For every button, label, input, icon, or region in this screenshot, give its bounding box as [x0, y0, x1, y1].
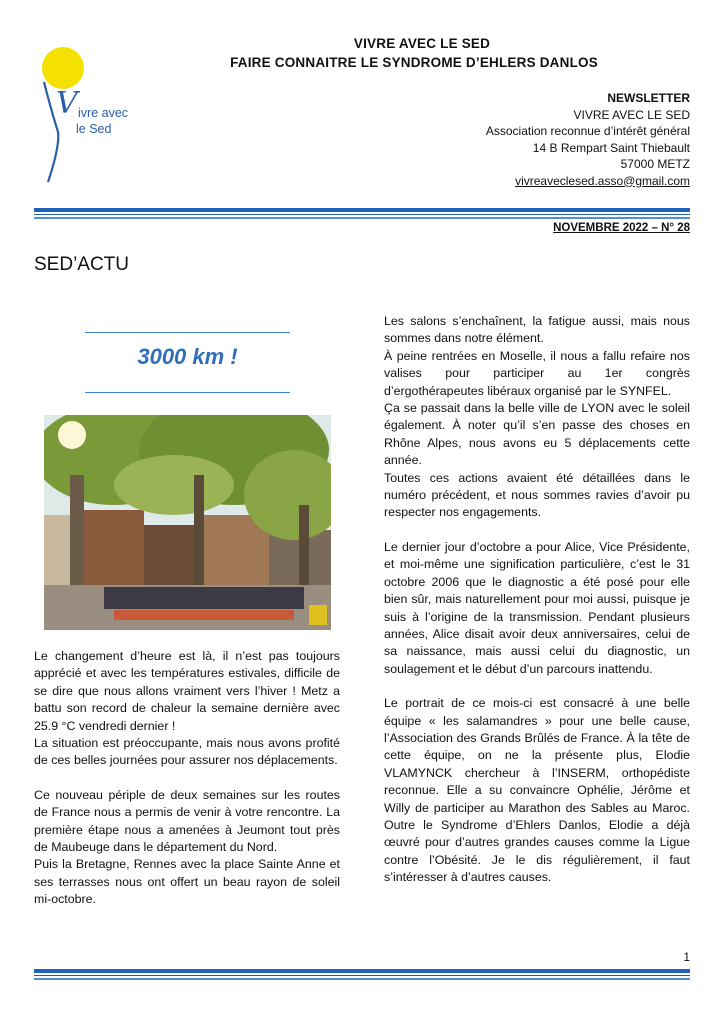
newsletter-label: NEWSLETTER	[607, 91, 690, 105]
heading-rule-top	[85, 332, 290, 333]
square-terrace-image	[44, 415, 331, 630]
logo-letter: V	[56, 86, 78, 121]
paragraph: À peine rentrées en Moselle, il nous a fallu refaire nos valises pour participer au 1er congrès d’ergothérapeutes libéraux organisé par le SYNFEL.	[384, 348, 690, 398]
section-title: SED’ACTU	[34, 254, 130, 275]
right-column	[384, 313, 690, 887]
footer-rule	[34, 969, 690, 980]
header-rule	[34, 208, 690, 219]
email-link[interactable]: vivreaveclesed.asso@gmail.com	[515, 173, 690, 188]
logo-text-line2: le Sed	[76, 122, 112, 136]
logo-text-line1: ivre avec	[78, 106, 129, 120]
article-heading: 3000 km !	[137, 344, 238, 369]
paragraph: Le portrait de ce mois-ci est consacré à une belle équipe « les salamandres » pour une belle cause, l’Association des Grands Brûlés de France. À la tête de cette équipe, on ne la présente plus, Elodie VLAMYNCK chercheur à l’INSERM, orthopédiste reconnue. Elle a su convaincre Ophélie, Jérôme et Willy de participer au Marathon des Sables au Maroc. Outre le Syndrome d’Ehlers Danlos, Elodie a déjà œuvré pour d’autres grandes causes comme la Ligue contre l’Obésité. Je le dis régulièrement, il faut s’intéresser à d’autres causes.	[384, 696, 690, 885]
paragraph: Le changement d’heure est là, il n’est pas toujours apprécié et avec les températures estivales, difficile de se dire que nous allons vraiment vers l’hiver ! Metz a battu son record de chaleur la semaine dernière avec 25.9 °C vendredi dernier !	[34, 649, 340, 733]
paragraph: La situation est préoccupante, mais nous avons profité de ces belles journées pour assurer nos déplacements.	[34, 736, 340, 768]
heading-rule-bottom	[85, 392, 290, 393]
street-address: 14 B Rempart Saint Thiebault	[532, 140, 690, 155]
issue-label: NOVEMBRE 2022 – N° 28	[553, 222, 690, 234]
org-status: Association reconnue d’intérêt général	[485, 124, 690, 138]
paragraph: Puis la Bretagne, Rennes avec la place Sainte Anne et ses terrasses nous ont offert un beau rayon de soleil mi-octobre.	[34, 857, 340, 907]
left-column	[34, 648, 340, 909]
paragraph: Ce nouveau périple de deux semaines sur les routes de France nous a permis de venir à votre rencontre. La première étape nous a amenées à Jeumont tout près de Maubeuge dans le département du Nord.	[34, 787, 340, 855]
paragraph: Toutes ces actions avaient été détaillées dans le numéro précédent, et nous sommes ravies d’avoir pu respecter nos engagements.	[384, 470, 690, 520]
city: 57000 METZ	[620, 157, 690, 171]
newsletter-title: VIVRE AVEC LE SED	[353, 36, 491, 51]
address-block	[360, 90, 690, 189]
paragraph: Ça se passait dans la belle ville de LYON avec le soleil également. À noter qu’il s’en passe des choses en Rhône Alpes, nous avons eu 5 déplacements cette année.	[384, 401, 690, 468]
article-photo	[44, 415, 331, 630]
org-name: VIVRE AVEC LE SED	[573, 107, 690, 122]
page-number: 1	[683, 950, 690, 964]
newsletter-subtitle: FAIRE CONNAITRE LE SYNDROME D’EHLERS DANLOS	[230, 55, 598, 70]
paragraph: Les salons s’enchaînent, la fatigue aussi, mais nous sommes dans notre élément.	[384, 314, 690, 346]
paragraph: Le dernier jour d’octobre a pour Alice, Vice Présidente, et moi-même une signification particulière, c’est le 31 octobre 2006 que le diagnostic a été posé pour elle bien sûr, mais naturellement pour moi aussi, puisque je suis à l’origine de la transmission. Pendant plusieurs années, Alice disait avoir deux anniversaires, celui de sa naissance, mais aussi celui du diagnostic, un soulagement et le début d’un parcours inattendu.	[384, 539, 690, 676]
